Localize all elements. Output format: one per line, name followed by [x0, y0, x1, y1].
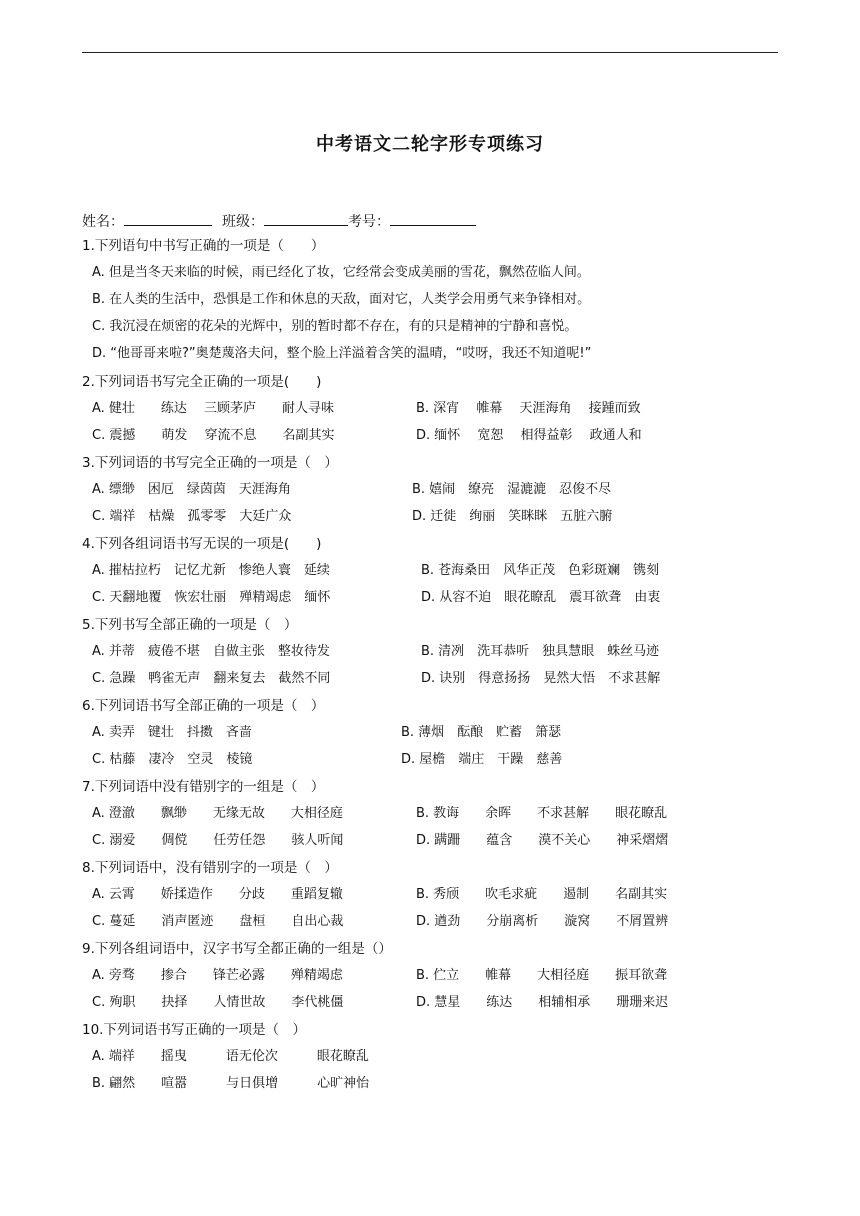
- option-d: D. 从容不迫 眼花瞭乱 震耳欲聋 由衷: [421, 590, 661, 605]
- option-b: B. 深宵 帷幕 天涯海角 接踵而致: [416, 401, 641, 416]
- option-c: C. 蔓延 消声匿迹 盘桓 自出心裁: [92, 914, 344, 929]
- option-c: C. 端祥 枯燥 孤零零 大廷广众: [92, 509, 292, 524]
- option-d: D. 蹒跚 蕴含 漠不关心 神采熠熠: [416, 833, 669, 848]
- option-c: C. 溺爱 倜傥 任劳任怨 骇人听闻: [92, 833, 344, 848]
- option-c: C. 震撼 萌发 穿流不息 名副其实: [92, 428, 335, 443]
- option-d: D. 诀别 得意扬扬 晃然大悟 不求甚解: [421, 671, 661, 686]
- number-label: 考号：: [348, 214, 390, 230]
- page-title: 中考语文二轮字形专项练习: [316, 134, 544, 155]
- header-rule: [82, 52, 778, 53]
- question-stem: 10.下列词语书写正确的一项是（ ）: [82, 1022, 306, 1038]
- option-b: B. 嬉闹 缭亮 湿漉漉 忍俊不尽: [412, 482, 612, 497]
- student-info-line: [82, 211, 476, 231]
- option-c: C. 我沉浸在烦密的花朵的光辉中，别的暂时都不存在，有的只是精神的宁静和喜悦。: [92, 319, 578, 334]
- name-label: 姓名：: [82, 214, 124, 230]
- class-blank: [264, 211, 348, 226]
- option-c: C. 天翻地覆 恢宏壮丽 殚精竭虑 缅怀: [92, 590, 331, 605]
- option-a: A. 摧枯拉朽 记忆尤新 惨绝人寰 延续: [92, 563, 330, 578]
- question-stem: 9.下列各组词语中，汉字书写全都正确的一组是（）: [82, 941, 392, 957]
- option-d: D. 屋檐 端庄 干躁 慈善: [401, 752, 563, 767]
- option-d: D. 慧星 练达 相辅相承 珊珊来迟: [416, 995, 669, 1010]
- option-a: A. 健壮 练达 三顾茅庐 耐人寻味: [92, 401, 335, 416]
- option-d: D. “他哥哥来啦?”奥楚蔑洛夫问，整个脸上洋溢着含笑的温晴，“哎呀，我还不知道呢!”: [92, 346, 592, 361]
- option-b: B. 苍海桑田 风华正茂 色彩斑斓 镌刻: [421, 563, 660, 578]
- option-d: D. 遒劲 分崩离析 漩窝 不屑置辨: [416, 914, 669, 929]
- question-stem: 1.下列语句中书写正确的一项是（ ）: [82, 238, 325, 254]
- name-blank: [124, 211, 212, 226]
- class-label: 班级：: [222, 214, 264, 230]
- option-a: A. 并蒂 疲倦不堪 自做主张 整妆待发: [92, 644, 330, 659]
- option-a: A. 云霄 娇揉造作 分歧 重蹈复辙: [92, 887, 343, 902]
- option-b: B. 在人类的生活中，恐惧是工作和休息的天敌，面对它，人类学会用勇气来争锋相对。: [92, 292, 591, 307]
- question-stem: 7.下列词语中没有错别字的一组是（ ）: [82, 779, 325, 795]
- question-stem: 5.下列书写全部正确的一项是（ ）: [82, 617, 298, 633]
- number-blank: [390, 211, 476, 226]
- option-c: C. 枯藤 凄冷 空灵 棱镜: [92, 752, 253, 767]
- option-a: A. 卖弄 键壮 抖擞 吝啬: [92, 725, 252, 740]
- question-stem: 8.下列词语中，没有错别字的一项是（ ）: [82, 860, 338, 876]
- option-b: B. 教诲 余晖 不求甚解 眼花瞭乱: [416, 806, 668, 821]
- option-c: C. 殉职 抉择 人情世故 李代桃僵: [92, 995, 344, 1010]
- option-a: A. 旁骛 掺合 锋芒必露 殚精竭虑: [92, 968, 343, 983]
- option-d: D. 迁徙 绚丽 笑眯眯 五脏六腑: [412, 509, 613, 524]
- question-stem: 4.下列各组词语书写无误的一项是( ): [82, 536, 322, 552]
- option-b: B. 清冽 洗耳恭听 独具慧眼 蛛丝马迹: [421, 644, 660, 659]
- option-d: D. 缅怀 宽恕 相得益彰 政通人和: [416, 428, 642, 443]
- option-a: A. 缥缈 困厄 绿茵茵 天涯海角: [92, 482, 291, 497]
- question-stem: 2.下列词语书写完全正确的一项是( ): [82, 374, 322, 390]
- question-stem: 6.下列词语书写全部正确的一项是（ ）: [82, 698, 325, 714]
- option-a: A. 澄澈 飘缈 无缘无故 大相径庭: [92, 806, 343, 821]
- option-a: A. 但是当冬天来临的时候，雨已经化了妆，它经常会变成美丽的雪花，飘然莅临人间。: [92, 265, 590, 280]
- option-c: C. 急躁 鸭雀无声 翻来复去 截然不同: [92, 671, 331, 686]
- option-b: B. 薄烟 酝酿 贮蓄 箫瑟: [401, 725, 562, 740]
- question-stem: 3.下列词语的书写完全正确的一项是（ ）: [82, 455, 338, 471]
- option-b: B. 秀颀 吹毛求疵 遏制 名副其实: [416, 887, 668, 902]
- option-b: B. 翩然 喧嚣 与日俱增 心旷神怡: [92, 1076, 370, 1091]
- option-a: A. 端祥 摇曳 语无伦次 眼花瞭乱: [92, 1049, 369, 1064]
- option-b: B. 伫立 帷幕 大相径庭 振耳欲聋: [416, 968, 668, 983]
